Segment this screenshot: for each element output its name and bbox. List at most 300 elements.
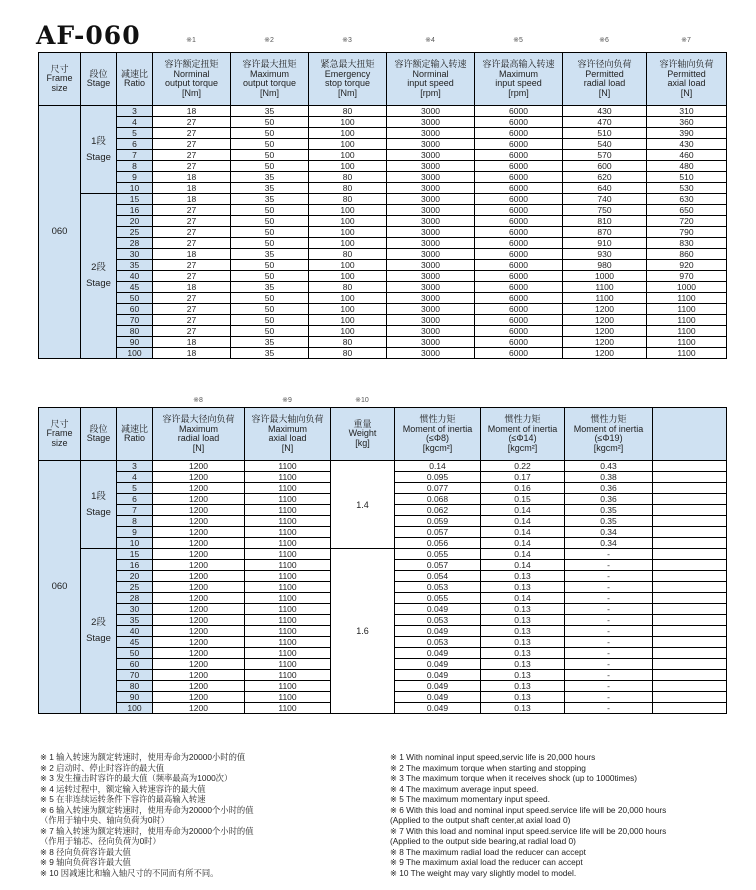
footnote-line: （作用于轴芯、径向负荷为0时） xyxy=(40,836,161,846)
footnote-line: (Applied to the output side bearing,at radial load 0) xyxy=(390,836,576,846)
header-col-line: [kg] xyxy=(355,437,370,448)
value-cell: 50 xyxy=(231,315,309,326)
table-row xyxy=(39,150,727,161)
header-col-5 xyxy=(475,53,563,106)
header-col-line: [kgcm²] xyxy=(422,442,453,453)
table-row xyxy=(39,183,727,194)
value-cell: 620 xyxy=(563,172,647,183)
note-marker: ※3 xyxy=(342,37,352,44)
value-cell: 1200 xyxy=(153,516,245,527)
header-col-line: (≤Φ14) xyxy=(508,433,537,443)
stage-label-line: 2段 xyxy=(91,617,106,628)
value-cell: 0.35 xyxy=(565,505,653,516)
table-row xyxy=(39,194,727,205)
header-col-line: Moment of inertia xyxy=(402,423,473,434)
value-cell: 80 xyxy=(309,348,387,359)
header-blank xyxy=(653,408,727,461)
footnote-line: ※ 3 The maximum torque when it receives shock (up to 1000times) xyxy=(390,773,638,783)
value-cell: 0.057 xyxy=(395,560,481,571)
value-cell: 35 xyxy=(231,282,309,293)
value-cell: 50 xyxy=(231,238,309,249)
value-cell: 3000 xyxy=(387,227,475,238)
value-cell: 570 xyxy=(563,150,647,161)
header-col-line: 惯性力矩 xyxy=(590,414,627,424)
value-cell: 50 xyxy=(231,150,309,161)
value-cell: 6000 xyxy=(475,282,563,293)
value-cell: - xyxy=(565,692,653,703)
value-cell: 0.14 xyxy=(481,549,565,560)
value-cell: 3000 xyxy=(387,271,475,282)
value-cell: 18 xyxy=(153,249,231,260)
value-cell: 630 xyxy=(647,194,727,205)
footnote-line: ※ 9 The maximum axial load the reducer can accept xyxy=(390,857,583,867)
ratio-cell: 15 xyxy=(117,194,153,205)
value-cell: 6000 xyxy=(475,216,563,227)
header-frame-line: 尺寸 xyxy=(50,418,69,429)
header-col-line: [N] xyxy=(680,87,693,98)
value-cell: 100 xyxy=(309,139,387,150)
value-cell: 27 xyxy=(153,150,231,161)
value-cell: 1100 xyxy=(245,538,331,549)
value-cell: 1200 xyxy=(563,304,647,315)
value-cell: - xyxy=(565,582,653,593)
header-col-line: Maximum xyxy=(178,423,218,434)
header-col-line: 容许最大轴向负荷 xyxy=(251,414,324,424)
value-cell: 0.13 xyxy=(481,648,565,659)
value-cell: 0.049 xyxy=(395,670,481,681)
value-cell: 6000 xyxy=(475,139,563,150)
value-cell: 35 xyxy=(231,106,309,117)
value-cell: - xyxy=(565,659,653,670)
value-cell: 1200 xyxy=(153,472,245,483)
value-cell: 100 xyxy=(309,161,387,172)
value-cell: 0.34 xyxy=(565,538,653,549)
header-col-line: Weight xyxy=(348,428,377,439)
footnote-line: ※ 7 With this load and nominal input speed.service life will be 20,000 hours xyxy=(390,825,667,836)
ratio-cell: 20 xyxy=(117,571,153,582)
value-cell: 1100 xyxy=(245,582,331,593)
value-cell: 740 xyxy=(563,194,647,205)
table-row xyxy=(39,172,727,183)
value-cell: 35 xyxy=(231,249,309,260)
value-cell: 18 xyxy=(153,348,231,359)
ratio-cell: 30 xyxy=(117,604,153,615)
table-row xyxy=(39,293,727,304)
value-cell: 3000 xyxy=(387,348,475,359)
table-row xyxy=(39,227,727,238)
header-col-line: input speed xyxy=(407,78,454,88)
value-cell: 1200 xyxy=(153,604,245,615)
header-col-line: radial load xyxy=(177,433,220,443)
value-cell: 18 xyxy=(153,337,231,348)
value-cell: 100 xyxy=(309,227,387,238)
value-cell: 460 xyxy=(647,150,727,161)
value-cell: 1200 xyxy=(153,637,245,648)
header-col-line: [N] xyxy=(281,442,294,453)
stage-1-cell xyxy=(81,461,117,549)
header-ratio-line: Ratio xyxy=(123,78,145,88)
header-col-line: Moment of inertia xyxy=(487,423,558,434)
value-cell: 6000 xyxy=(475,161,563,172)
header-stage-line: 段位 xyxy=(89,423,108,434)
value-cell: 1100 xyxy=(647,315,727,326)
value-cell: 80 xyxy=(309,106,387,117)
value-cell: 970 xyxy=(647,271,727,282)
footnote-line: ※ 4 The maximum average input speed. xyxy=(390,783,539,794)
header-col-line: Permitted xyxy=(585,68,624,79)
header-col-line: Permitted xyxy=(667,68,706,79)
value-cell: 3000 xyxy=(387,161,475,172)
ratio-cell: 6 xyxy=(117,494,153,505)
value-cell: 910 xyxy=(563,238,647,249)
header-col-line: 容许最大扭矩 xyxy=(242,59,297,69)
footnotes-chinese xyxy=(40,752,254,878)
value-cell: 6000 xyxy=(475,205,563,216)
header-stage-line: Stage xyxy=(86,433,111,443)
value-cell: 430 xyxy=(647,139,727,150)
footnote-line: ※ 1 With nominal input speed,servic life is 20,000 hours xyxy=(390,752,596,762)
stage-2-cell xyxy=(81,549,117,714)
header-frame-line: size xyxy=(51,437,68,448)
header-col-6 xyxy=(565,408,653,461)
footnote-line: ※ 3 发生撞击时容许的最大值（频率最高为1000次） xyxy=(40,773,233,783)
header-col-line: Norminal xyxy=(412,68,449,79)
weight-stage-2-cell: 1.6 xyxy=(331,549,395,714)
value-cell: 1200 xyxy=(153,648,245,659)
value-cell: 310 xyxy=(647,106,727,117)
blank-cell xyxy=(653,527,727,538)
value-cell: 27 xyxy=(153,161,231,172)
value-cell: 1200 xyxy=(153,593,245,604)
value-cell: 18 xyxy=(153,282,231,293)
value-cell: 920 xyxy=(647,260,727,271)
value-cell: 3000 xyxy=(387,194,475,205)
ratio-cell: 90 xyxy=(117,692,153,703)
value-cell: - xyxy=(565,549,653,560)
value-cell: 50 xyxy=(231,205,309,216)
footnote-line: ※ 8 径向负荷容许最大值 xyxy=(40,846,131,857)
value-cell: 50 xyxy=(231,326,309,337)
value-cell: 1100 xyxy=(647,348,727,359)
value-cell: 1100 xyxy=(245,516,331,527)
value-cell: 1200 xyxy=(153,549,245,560)
ratio-cell: 35 xyxy=(117,615,153,626)
blank-cell xyxy=(653,483,727,494)
value-cell: 80 xyxy=(309,172,387,183)
value-cell: - xyxy=(565,615,653,626)
value-cell: 1100 xyxy=(245,571,331,582)
value-cell: 6000 xyxy=(475,183,563,194)
value-cell: 0.13 xyxy=(481,670,565,681)
ratio-cell: 80 xyxy=(117,326,153,337)
value-cell: 100 xyxy=(309,128,387,139)
header-col-line: [Nm] xyxy=(182,87,201,98)
header-col-line: 紧急最大扭矩 xyxy=(320,59,375,69)
value-cell: 0.14 xyxy=(481,505,565,516)
ratio-cell: 25 xyxy=(117,582,153,593)
value-cell: 0.054 xyxy=(395,571,481,582)
ratio-cell: 70 xyxy=(117,315,153,326)
stage-label-line: 2段 xyxy=(91,262,106,273)
value-cell: 1200 xyxy=(153,505,245,516)
value-cell: 870 xyxy=(563,227,647,238)
value-cell: 0.062 xyxy=(395,505,481,516)
value-cell: 810 xyxy=(563,216,647,227)
blank-cell xyxy=(653,549,727,560)
header-col-3 xyxy=(331,408,395,461)
value-cell: 0.43 xyxy=(565,461,653,472)
table-row xyxy=(39,326,727,337)
value-cell: 0.14 xyxy=(481,527,565,538)
ratio-cell: 30 xyxy=(117,249,153,260)
value-cell: 6000 xyxy=(475,117,563,128)
value-cell: 930 xyxy=(563,249,647,260)
header-frame-line: Frame xyxy=(46,428,73,439)
header-col-3 xyxy=(309,53,387,106)
value-cell: 0.053 xyxy=(395,637,481,648)
value-cell: 0.13 xyxy=(481,703,565,714)
note-marker: ※10 xyxy=(355,397,369,404)
ratio-cell: 70 xyxy=(117,670,153,681)
value-cell: 1200 xyxy=(563,348,647,359)
ratio-cell: 9 xyxy=(117,172,153,183)
value-cell: 100 xyxy=(309,326,387,337)
header-col-line: radial load xyxy=(583,78,626,88)
value-cell: - xyxy=(565,637,653,648)
value-cell: 1100 xyxy=(245,637,331,648)
value-cell: 0.049 xyxy=(395,626,481,637)
header-ratio-line: Ratio xyxy=(123,433,145,443)
value-cell: 1100 xyxy=(647,304,727,315)
blank-cell xyxy=(653,681,727,692)
header-col-line: Maximum xyxy=(267,423,307,434)
ratio-cell: 10 xyxy=(117,183,153,194)
value-cell: 1100 xyxy=(563,282,647,293)
ratio-cell: 25 xyxy=(117,227,153,238)
header-col-line: 容许额定扭矩 xyxy=(164,59,219,69)
header-col-line: Moment of inertia xyxy=(573,423,644,434)
value-cell: 830 xyxy=(647,238,727,249)
footnote-line: ※ 2 The maximum torque when starting and stopping xyxy=(390,762,586,773)
table-row xyxy=(39,139,727,150)
value-cell: 0.049 xyxy=(395,692,481,703)
value-cell: 1200 xyxy=(153,560,245,571)
header-col-line: 重量 xyxy=(353,418,372,429)
value-cell: 6000 xyxy=(475,348,563,359)
blank-cell xyxy=(653,461,727,472)
value-cell: 100 xyxy=(309,271,387,282)
top-table-note-markers xyxy=(38,36,738,48)
header-col-line: (≤Φ19) xyxy=(594,433,623,443)
value-cell: 0.13 xyxy=(481,681,565,692)
value-cell: 0.049 xyxy=(395,648,481,659)
ratio-cell: 9 xyxy=(117,527,153,538)
value-cell: 6000 xyxy=(475,326,563,337)
header-ratio-line: 减速比 xyxy=(120,423,148,434)
header-col-line: [rpm] xyxy=(420,87,441,98)
value-cell: 100 xyxy=(309,293,387,304)
value-cell: 1200 xyxy=(153,615,245,626)
blank-cell xyxy=(653,604,727,615)
stage-2-cell xyxy=(81,194,117,359)
value-cell: 0.077 xyxy=(395,483,481,494)
note-marker: ※8 xyxy=(193,397,203,404)
ratio-cell: 3 xyxy=(117,461,153,472)
header-col-2 xyxy=(245,408,331,461)
value-cell: 530 xyxy=(647,183,727,194)
header-col-6 xyxy=(563,53,647,106)
header-col-line: [N] xyxy=(192,442,205,453)
header-ratio-line: 减速比 xyxy=(120,68,148,79)
note-marker: ※2 xyxy=(264,37,274,44)
value-cell: 27 xyxy=(153,271,231,282)
header-col-1 xyxy=(153,53,231,106)
value-cell: - xyxy=(565,571,653,582)
header-col-line: input speed xyxy=(495,78,542,88)
footnote-line: ※ 10 因减速比和输入轴尺寸的不同而有所不同。 xyxy=(40,867,219,878)
ratio-cell: 28 xyxy=(117,238,153,249)
header-col-line: 容许最高输入转速 xyxy=(482,59,555,69)
value-cell: 6000 xyxy=(475,238,563,249)
note-marker: ※9 xyxy=(282,397,292,404)
value-cell: 27 xyxy=(153,117,231,128)
header-col-line: axial load xyxy=(667,78,706,88)
table-row xyxy=(39,117,727,128)
value-cell: 0.049 xyxy=(395,604,481,615)
value-cell: 3000 xyxy=(387,106,475,117)
value-cell: 27 xyxy=(153,238,231,249)
value-cell: 1200 xyxy=(153,571,245,582)
note-marker: ※4 xyxy=(425,37,435,44)
table-row xyxy=(39,461,727,472)
value-cell: 0.35 xyxy=(565,516,653,527)
value-cell: 0.049 xyxy=(395,703,481,714)
value-cell: 0.13 xyxy=(481,571,565,582)
header-ratio xyxy=(117,408,153,461)
footnote-line: ※ 2 启动时、停止时容许的最大值 xyxy=(40,762,165,773)
value-cell: 1200 xyxy=(153,681,245,692)
value-cell: 1200 xyxy=(153,527,245,538)
value-cell: 1100 xyxy=(245,692,331,703)
header-col-line: [kgcm²] xyxy=(507,442,538,453)
value-cell: 1000 xyxy=(563,271,647,282)
value-cell: 6000 xyxy=(475,293,563,304)
value-cell: 1200 xyxy=(153,538,245,549)
value-cell: - xyxy=(565,681,653,692)
value-cell: 720 xyxy=(647,216,727,227)
footnote-line: ※ 10 The weight may vary slightly model to model. xyxy=(390,867,577,878)
value-cell: 50 xyxy=(231,139,309,150)
value-cell: 0.053 xyxy=(395,582,481,593)
value-cell: 1100 xyxy=(245,648,331,659)
value-cell: 1100 xyxy=(647,326,727,337)
value-cell: 430 xyxy=(563,106,647,117)
table-row xyxy=(39,238,727,249)
footnote-line: ※ 5 The maximum momentary input speed. xyxy=(390,794,550,804)
value-cell: 360 xyxy=(647,117,727,128)
value-cell: 1200 xyxy=(153,494,245,505)
value-cell: 18 xyxy=(153,106,231,117)
blank-cell xyxy=(653,615,727,626)
value-cell: 1100 xyxy=(245,659,331,670)
value-cell: 0.38 xyxy=(565,472,653,483)
value-cell: 80 xyxy=(309,249,387,260)
value-cell: 1200 xyxy=(563,337,647,348)
value-cell: 0.17 xyxy=(481,472,565,483)
value-cell: 1100 xyxy=(245,615,331,626)
header-col-4 xyxy=(387,53,475,106)
header-frame-size xyxy=(39,408,81,461)
value-cell: 480 xyxy=(647,161,727,172)
header-col-line: 容许最大径向负荷 xyxy=(162,414,235,424)
header-col-line: [Nm] xyxy=(338,87,357,98)
value-cell: 3000 xyxy=(387,172,475,183)
blank-cell xyxy=(653,703,727,714)
value-cell: 27 xyxy=(153,315,231,326)
value-cell: 1200 xyxy=(153,703,245,714)
value-cell: 980 xyxy=(563,260,647,271)
blank-cell xyxy=(653,571,727,582)
footnote-line: ※ 4 运转过程中，额定输入转速容许的最大值 xyxy=(40,783,206,794)
value-cell: 100 xyxy=(309,304,387,315)
frame-size-cell: 060 xyxy=(39,106,81,359)
blank-cell xyxy=(653,472,727,483)
value-cell: 0.059 xyxy=(395,516,481,527)
value-cell: 0.095 xyxy=(395,472,481,483)
value-cell: 510 xyxy=(647,172,727,183)
header-frame-size xyxy=(39,53,81,106)
footnote-line: (Applied to the output shaft center,at axial load 0) xyxy=(390,815,571,825)
value-cell: 1100 xyxy=(245,593,331,604)
header-col-4 xyxy=(395,408,481,461)
value-cell: 1200 xyxy=(563,315,647,326)
value-cell: 0.14 xyxy=(481,516,565,527)
ratio-cell: 80 xyxy=(117,681,153,692)
ratio-cell: 10 xyxy=(117,538,153,549)
header-col-2 xyxy=(231,53,309,106)
blank-cell xyxy=(653,494,727,505)
value-cell: 1100 xyxy=(245,560,331,571)
blank-cell xyxy=(653,516,727,527)
value-cell: 35 xyxy=(231,183,309,194)
value-cell: 0.14 xyxy=(395,461,481,472)
value-cell: 50 xyxy=(231,128,309,139)
header-stage-line: 段位 xyxy=(89,68,108,79)
header-col-line: [rpm] xyxy=(508,87,529,98)
value-cell: 6000 xyxy=(475,337,563,348)
blank-cell xyxy=(653,626,727,637)
value-cell: 3000 xyxy=(387,117,475,128)
value-cell: 50 xyxy=(231,304,309,315)
header-col-line: 惯性力矩 xyxy=(504,414,541,424)
table-row xyxy=(39,348,727,359)
blank-cell xyxy=(653,582,727,593)
value-cell: 6000 xyxy=(475,128,563,139)
bottom-spec-table xyxy=(38,407,727,714)
value-cell: 790 xyxy=(647,227,727,238)
header-stage xyxy=(81,53,117,106)
ratio-cell: 7 xyxy=(117,150,153,161)
ratio-cell: 45 xyxy=(117,282,153,293)
value-cell: 1100 xyxy=(245,681,331,692)
header-col-line: 容许轴向负荷 xyxy=(659,59,714,69)
value-cell: 0.13 xyxy=(481,692,565,703)
value-cell: 6000 xyxy=(475,271,563,282)
header-col-line: Maximum xyxy=(249,68,289,79)
header-ratio xyxy=(117,53,153,106)
value-cell: 35 xyxy=(231,172,309,183)
note-marker: ※7 xyxy=(681,37,691,44)
